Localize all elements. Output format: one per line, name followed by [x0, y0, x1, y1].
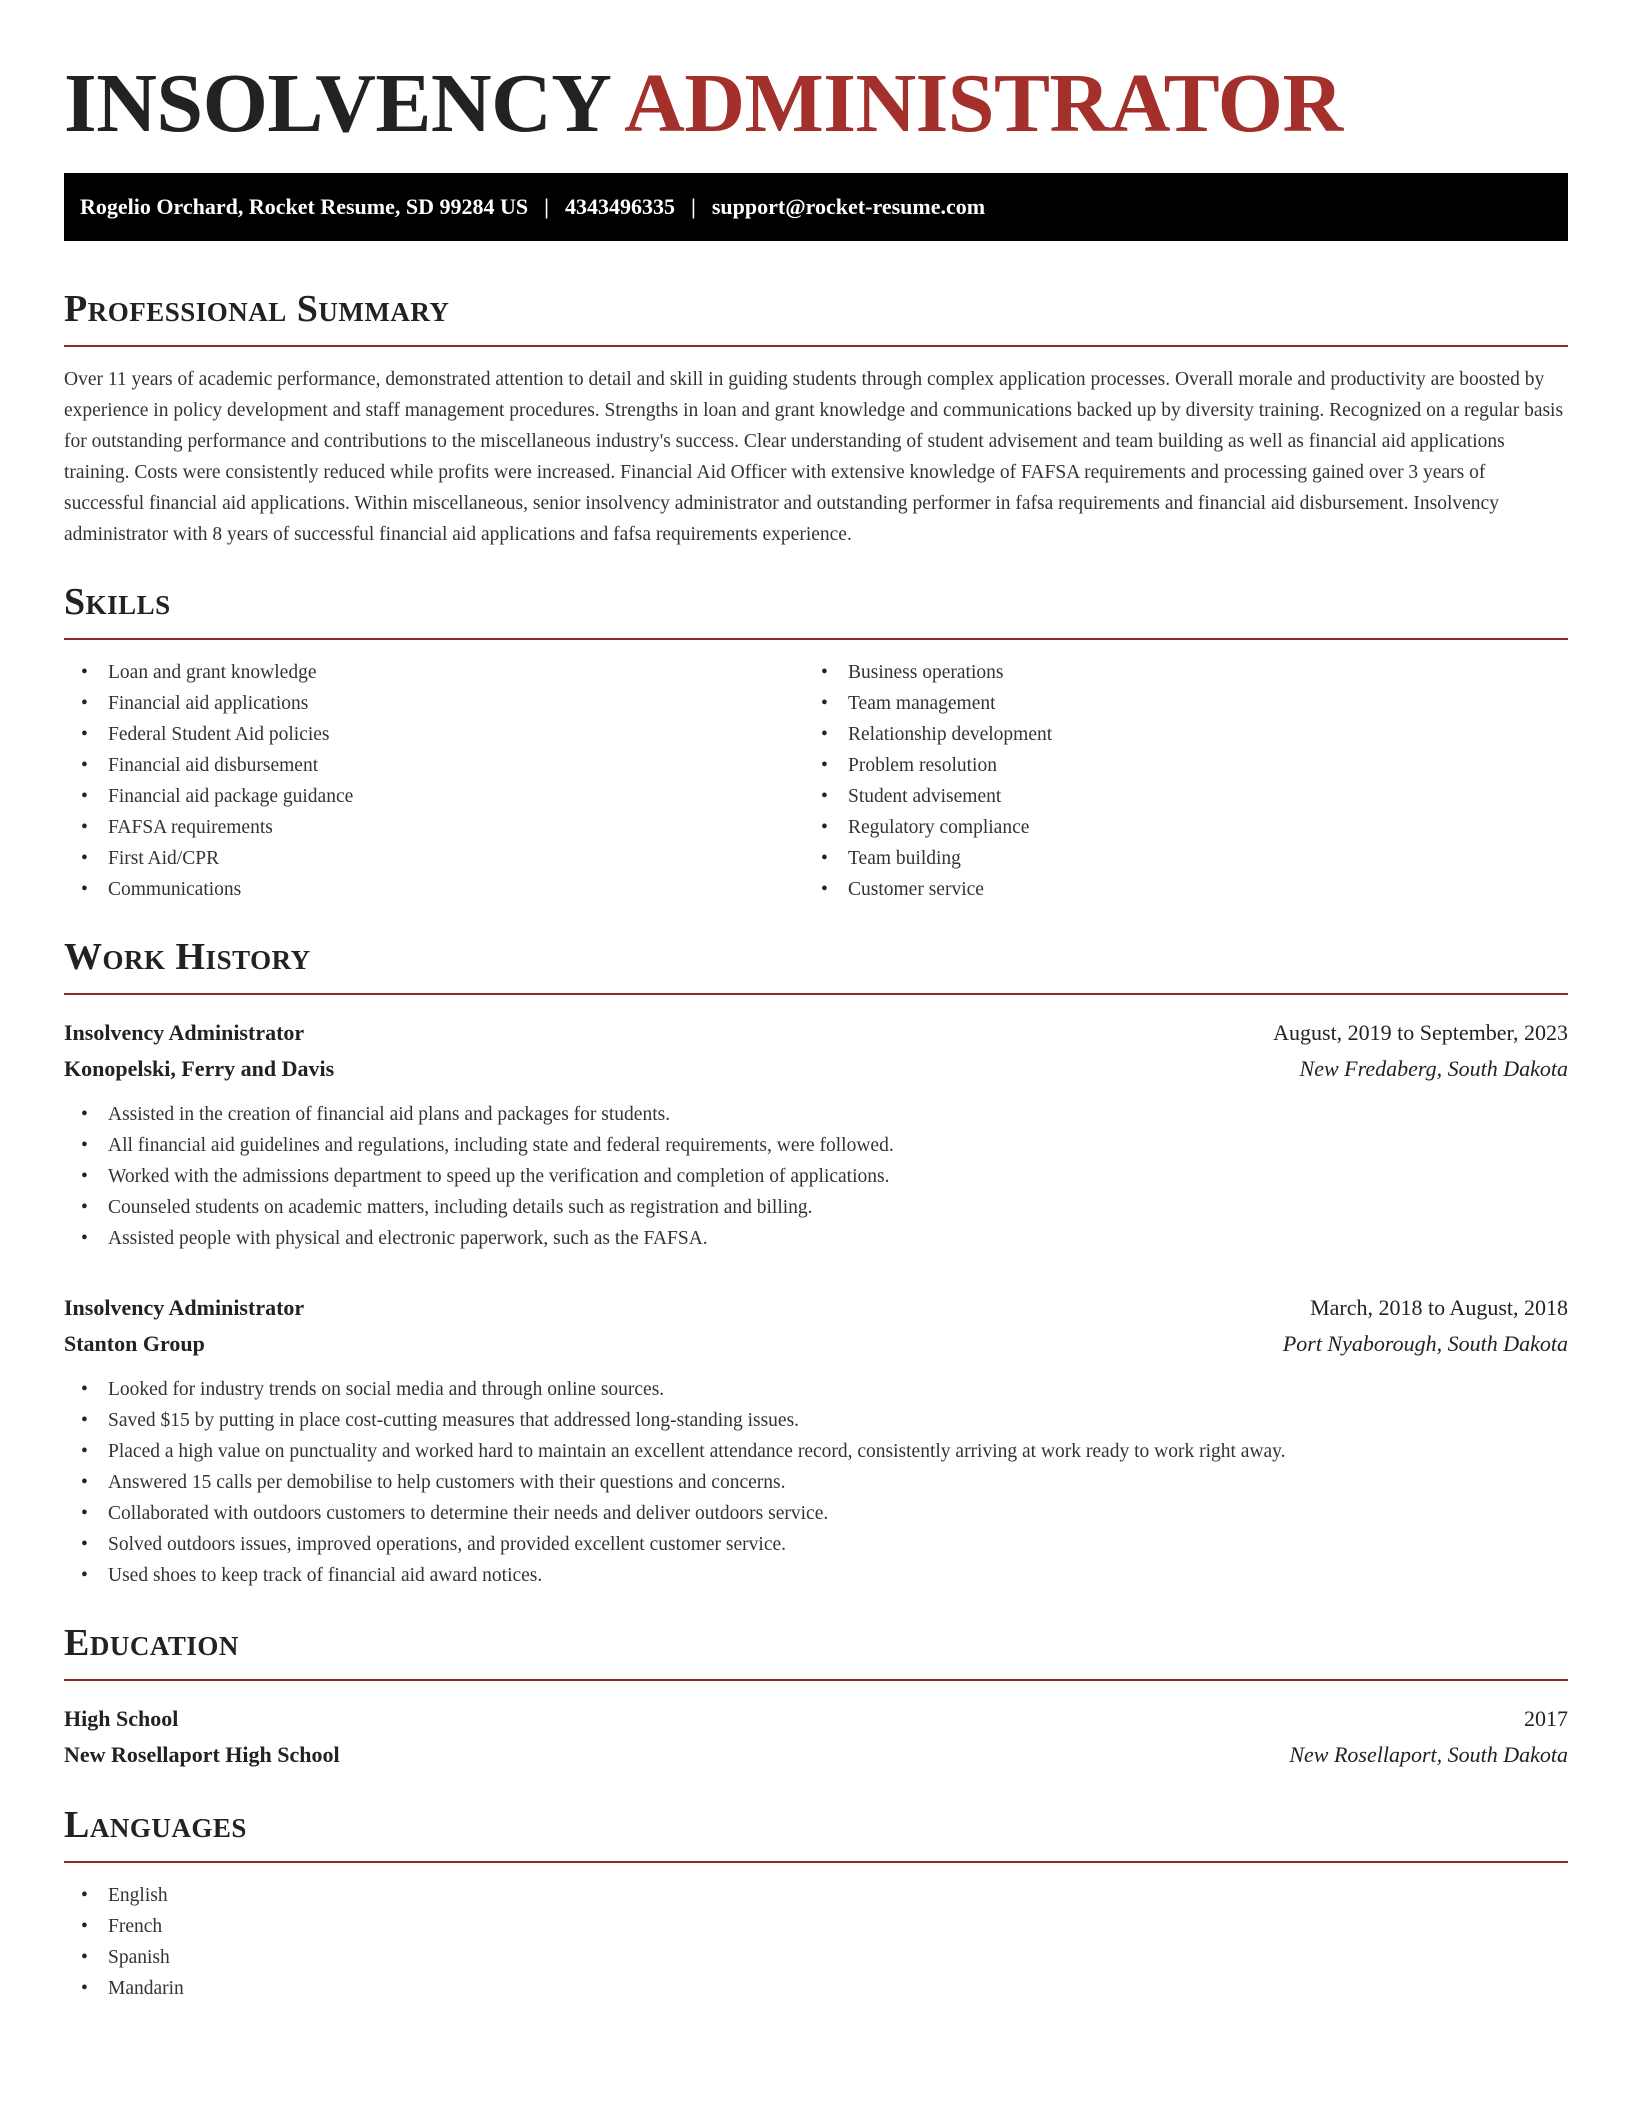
skills-section — [64, 580, 1568, 905]
education-school-row — [64, 1737, 1568, 1773]
job-title: Insolvency Administrator — [64, 1295, 305, 1320]
job-dates: March, 2018 to August, 2018 — [1310, 1295, 1568, 1320]
job-duty-item: • Saved $15 by putting in place cost-cutting measures that addressed long-standing issues. — [64, 1405, 1568, 1436]
languages-section — [64, 1803, 1568, 2004]
education-school: New Rosellaport High School — [64, 1742, 340, 1767]
skill-item: • Problem resolution — [804, 750, 1544, 781]
skill-item: • Student advisement — [804, 781, 1544, 812]
section-heading-education: Education — [64, 1622, 239, 1664]
job-dates: August, 2019 to September, 2023 — [1273, 1020, 1568, 1045]
resume-title — [64, 58, 1568, 150]
job-entry — [64, 1015, 1568, 1254]
job-duty-item: • Answered 15 calls per demobilise to help customers with their questions and concerns. — [64, 1467, 1568, 1498]
job-duty-item: • Looked for industry trends on social media and through online sources. — [64, 1374, 1568, 1405]
summary-text: Over 11 years of academic performance, demonstrated attention to detail and skill in guiding students through complex application processes. Overall morale and productivity are boosted by experience in policy development and staff management procedures. Strengths in loan and grant knowledge and communications backed up by diversity training. Recognized on a regular basis for outstanding performance and contributions to the miscellaneous industry's success. Clear understanding of student advisement and team building as well as financial aid applications training. Costs were consistently reduced while profits were increased. Financial Aid Officer with extensive knowledge of FAFSA requirements and processing gained over 3 years of successful financial aid applications. Within miscellaneous, senior insolvency administrator and outstanding performer in fafsa requirements and financial aid disbursement. Insolvency administrator with 8 years of successful financial aid applications and fafsa requirements experience. — [64, 369, 1564, 545]
section-divider — [64, 638, 1568, 640]
title-first-word: INSOLVENCY — [64, 57, 609, 150]
contact-separator: | — [544, 194, 549, 219]
skill-item: • Financial aid applications — [64, 688, 804, 719]
skill-item: • Business operations — [804, 657, 1544, 688]
job-title: Insolvency Administrator — [64, 1020, 305, 1045]
job-company: Konopelski, Ferry and Davis — [64, 1056, 335, 1081]
job-location: New Fredaberg, South Dakota — [1299, 1056, 1568, 1081]
skill-item: • Regulatory compliance — [804, 812, 1544, 843]
contact-separator: | — [690, 194, 696, 219]
job-duty-item: • Assisted people with physical and electronic paperwork, such as the FAFSA. — [64, 1223, 1568, 1254]
language-item: • Spanish — [64, 1942, 1568, 1973]
job-title-row — [64, 1290, 1568, 1326]
section-heading-work-history: Work History — [64, 936, 311, 978]
education-year: 2017 — [1524, 1706, 1568, 1731]
job-duty-item: • Solved outdoors issues, improved operations, and provided excellent customer service. — [64, 1529, 1568, 1560]
skill-item: • Communications — [64, 874, 804, 905]
education-entry — [64, 1701, 1568, 1773]
skill-item: • Financial aid disbursement — [64, 750, 804, 781]
skill-item: • Federal Student Aid policies — [64, 719, 804, 750]
skill-item: • First Aid/CPR — [64, 843, 804, 874]
contact-phone: 4343496335 — [564, 194, 675, 219]
section-divider — [64, 345, 1568, 347]
job-duties — [64, 1099, 1568, 1254]
contact-bar — [64, 173, 1568, 241]
job-duty-item: • Used shoes to keep track of financial aid award notices. — [64, 1560, 1568, 1591]
job-duty-item: • Collaborated with outdoors customers to determine their needs and deliver outdoors service. — [64, 1498, 1568, 1529]
language-item: • French — [64, 1911, 1568, 1942]
education-degree-row — [64, 1701, 1568, 1737]
job-duty-item: • Assisted in the creation of financial aid plans and packages for students. — [64, 1099, 1568, 1130]
language-item: • English — [64, 1880, 1568, 1911]
section-divider — [64, 1679, 1568, 1681]
section-heading-skills: Skills — [64, 581, 171, 623]
section-divider — [64, 993, 1568, 995]
job-duty-item: • All financial aid guidelines and regulations, including state and federal requirements, were followed. — [64, 1130, 1568, 1161]
summary-section — [64, 287, 1568, 550]
job-duty-item: • Counseled students on academic matters, including details such as registration and billing. — [64, 1192, 1568, 1223]
skill-item: • Loan and grant knowledge — [64, 657, 804, 688]
job-duties — [64, 1374, 1568, 1591]
skill-item: • Customer service — [804, 874, 1544, 905]
skill-item: • Team building — [804, 843, 1544, 874]
job-duty-item: • Placed a high value on punctuality and worked hard to maintain an excellent attendance record, consistently arriving at work ready to work right away. — [64, 1436, 1568, 1467]
skill-item: • Financial aid package guidance — [64, 781, 804, 812]
skills-column-right — [804, 657, 1544, 905]
education-section — [64, 1621, 1568, 1773]
skill-item: • Team management — [804, 688, 1544, 719]
section-divider — [64, 1861, 1568, 1863]
title-second-word: ADMINISTRATOR — [624, 57, 1343, 150]
job-location: Port Nyaborough, South Dakota — [1282, 1331, 1568, 1356]
job-entry — [64, 1290, 1568, 1591]
education-location: New Rosellaport, South Dakota — [1289, 1742, 1568, 1767]
language-item: • Mandarin — [64, 1973, 1568, 2004]
job-company: Stanton Group — [64, 1331, 205, 1356]
work-history-section — [64, 935, 1568, 1591]
education-degree: High School — [64, 1706, 179, 1731]
skill-item: • Relationship development — [804, 719, 1544, 750]
skills-grid — [64, 657, 1568, 905]
section-heading-summary: Professional Summary — [64, 288, 450, 330]
contact-address: Rogelio Orchard, Rocket Resume, SD 99284 US — [80, 194, 529, 219]
job-company-row — [64, 1051, 1568, 1087]
job-title-row — [64, 1015, 1568, 1051]
skills-column-left — [64, 657, 804, 905]
contact-email: support@rocket-resume.com — [711, 194, 986, 219]
section-heading-languages: Languages — [64, 1804, 247, 1846]
job-company-row — [64, 1326, 1568, 1362]
job-duty-item: • Worked with the admissions department to speed up the verification and completion of applications. — [64, 1161, 1568, 1192]
skill-item: • FAFSA requirements — [64, 812, 804, 843]
languages-list — [64, 1880, 1568, 2004]
